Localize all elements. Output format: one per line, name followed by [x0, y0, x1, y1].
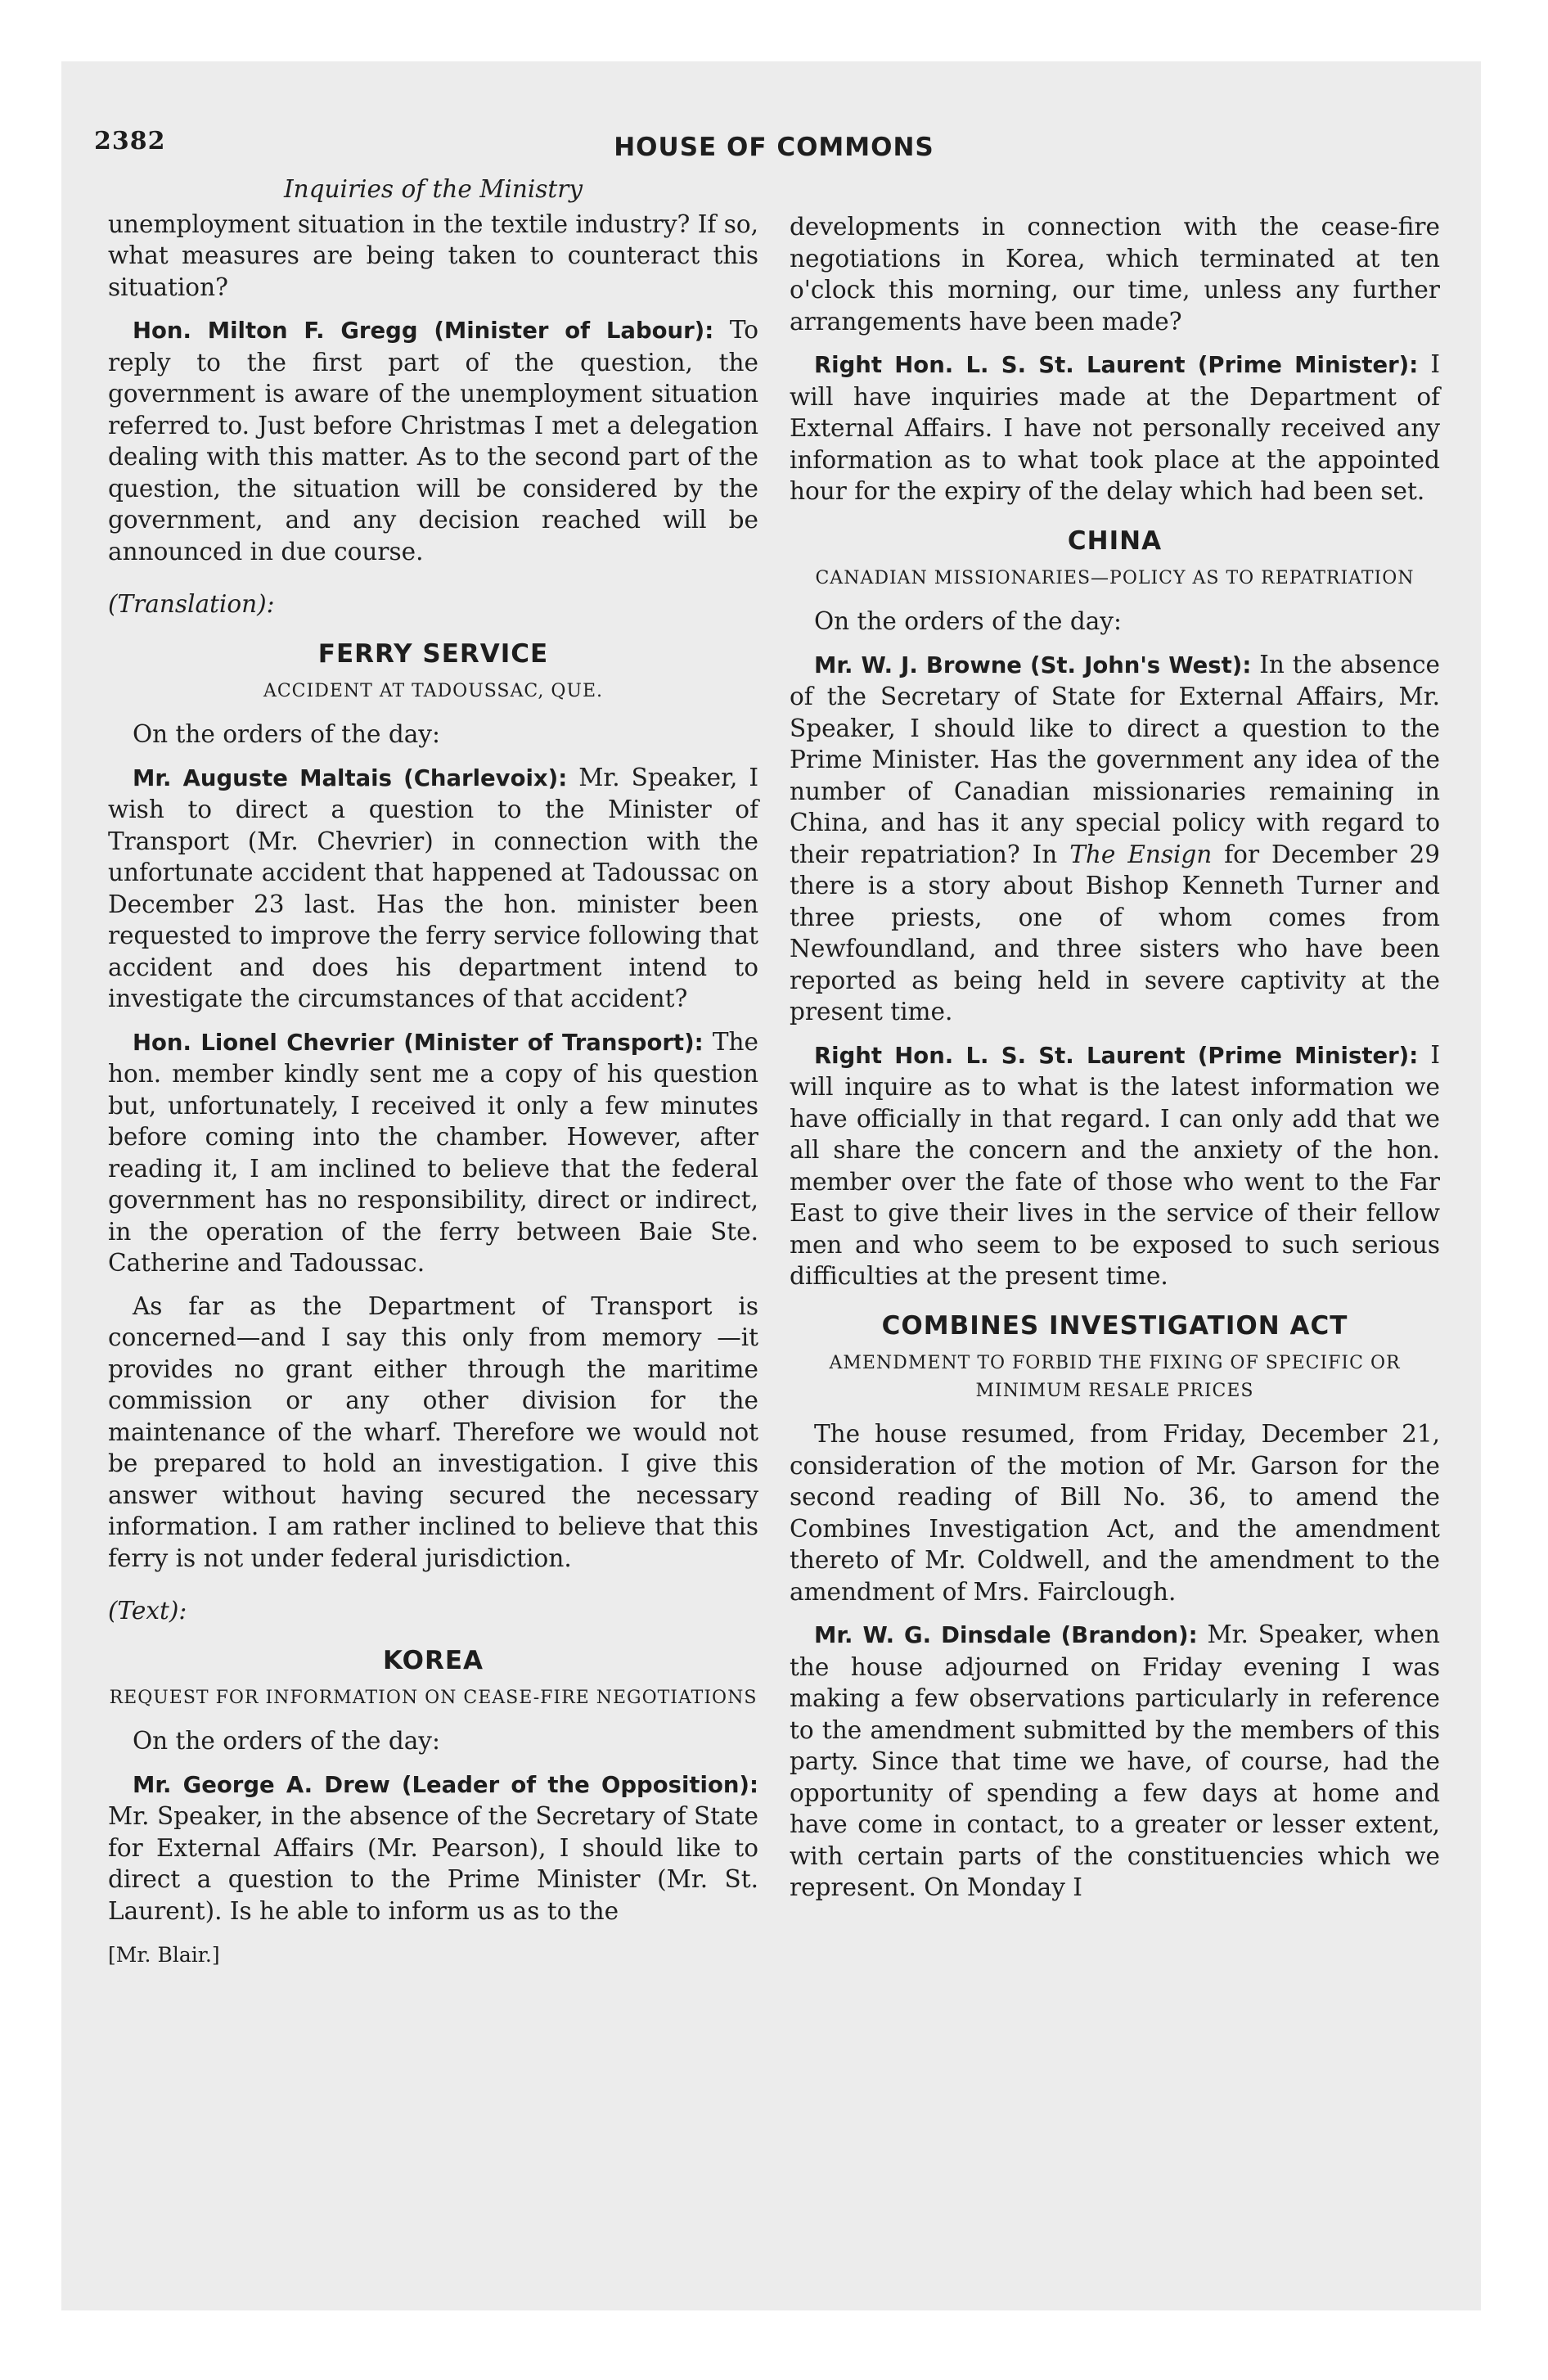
running-head: Inquiries of the Ministry: [283, 175, 583, 203]
paragraph: As far as the Department of Transport is concerned—and I say this only from memory —it provides no grant either through the maritime commission or any other division for the maintenance of the wharf. Therefore we would not be prepared to hold an investigation. I give this answer without having secured the necessary information. I am rather inclined to believe that this ferry is not under federal jurisdiction.: [108, 1291, 758, 1572]
paragraph: [108, 1769, 758, 1927]
speaker-name: Right Hon. L. S. St. Laurent (Prime Minister):: [814, 352, 1419, 378]
paragraph: [790, 349, 1440, 507]
orders-of-day: On the orders of the day:: [133, 1727, 440, 1755]
speech-text: Mr. Speaker, I wish to direct a question to the Minister of Transport (Mr. Chevrier) in connection with the unfortunate accident that happened at Tadoussac on December 23 last. Has the hon. minister been requested to improve the ferry service following that accident and does his department intend to investigate the circumstances of that accident?: [108, 763, 758, 1012]
right-column: [790, 211, 1440, 1915]
paragraph: [790, 1039, 1440, 1292]
section-subheading: AMENDMENT TO FORBID THE FIXING OF SPECIFIC OR MINIMUM RESALE PRICES: [829, 1353, 1401, 1401]
speaker-name: Right Hon. L. S. St. Laurent (Prime Minister):: [814, 1042, 1419, 1069]
speaker-name: Mr. Auguste Maltais (Charlevoix):: [133, 764, 568, 791]
paragraph: developments in connection with the cease-fire negotiations in Korea, which terminated at ten o'clock this morning, our time, unless any further arrangements have been made?: [790, 213, 1440, 336]
language-note: (Translation):: [108, 590, 275, 618]
speech-text: The hon. member kindly sent me a copy of his question but, unfortunately, I received it only a few minutes before coming into the chamber. However, after reading it, I am inclined to believe that the federal government has no responsibility, direct or indirect, in the operation of the ferry between Baie Ste. Catherine and Tadoussac.: [108, 1027, 758, 1277]
speaker-name: Hon. Milton F. Gregg (Minister of Labour):: [133, 318, 714, 344]
speech-text: In the absence of the Secretary of State for External Affairs, Mr. Speaker, I should like to direct a question to the Prime Minister. Has the government any idea of the number of Canadian missionaries remaining in China, and has it any special policy with regard to their repatriation? In: [790, 650, 1440, 868]
speech-text: for December 29 there is a story about Bishop Kenneth Turner and three priests, one of whom comes from Newfoundland, and three sisters who have been reported as being held in severe captivity at the present time.: [790, 840, 1440, 1025]
section-heading: COMBINES INVESTIGATION ACT: [881, 1310, 1348, 1341]
speech-text: To reply to the first part of the question, the government is aware of the unemployment situation referred to. Just before Christmas I met a delegation dealing with this matter. As to the second part of the question, the situation will be considered by the government, and any decision reached will be announced in due course.: [108, 316, 759, 566]
paragraph: [108, 314, 758, 567]
speaker-name: Hon. Lionel Chevrier (Minister of Transport):: [133, 1029, 704, 1056]
speaker-name: Mr. W. G. Dinsdale (Brandon):: [814, 1622, 1198, 1648]
orders-of-day: On the orders of the day:: [814, 607, 1122, 635]
paragraph: [790, 649, 1440, 1028]
orders-of-day: On the orders of the day:: [133, 720, 440, 748]
section-subheading: ACCIDENT AT TADOUSSAC, QUE.: [263, 681, 604, 701]
speaker-name: Mr. George A. Drew (Leader of the Opposition):: [133, 1771, 758, 1798]
speech-text: Mr. Speaker, when the house adjourned on Friday evening I was making a few observations particularly in reference to the amendment submitted by the members of this party. Since that time we have, of course, had the opportunity of spending a few days at home and have come in contact, to a greater or lesser extent, with certain parts of the constituencies which we represent. On Monday I: [790, 1620, 1440, 1901]
section-subheading: REQUEST FOR INFORMATION ON CEASE-FIRE NEGOTIATIONS: [109, 1688, 758, 1708]
publication-title: The Ensign: [1069, 840, 1213, 868]
section-heading: FERRY SERVICE: [317, 638, 549, 669]
speech-text: Mr. Speaker, in the absence of the Secretary of State for External Affairs (Mr. Pearson), I should like to direct a question to the Prime Minister (Mr. St. Laurent). Is he able to inform us as to the: [108, 1802, 758, 1925]
page-number: 2382: [94, 127, 166, 156]
footer-note: [Mr. Blair.]: [108, 1943, 220, 1967]
paragraph: unemployment situation in the textile industry? If so, what measures are being taken to counteract this situation?: [108, 210, 758, 301]
paragraph: [790, 1619, 1440, 1904]
page-title: HOUSE OF COMMONS: [614, 133, 934, 162]
paragraph: The house resumed, from Friday, December 21, consideration of the motion of Mr. Garson for the second reading of Bill No. 36, to amend the Combines Investigation Act, and the amendment thereto of Mr. Coldwell, and the amendment to the amendment of Mrs. Fairclough.: [790, 1420, 1440, 1606]
section-heading: KOREA: [382, 1645, 484, 1675]
paragraph: [108, 762, 758, 1015]
speech-text: I will inquire as to what is the latest information we have officially in that regard. I can only add that we all share the concern and the anxiety of the hon. member over the fate of those who went to the Far East to give their lives in the service of their fellow men and who seem to be exposed to such serious difficulties at the present time.: [790, 1040, 1440, 1290]
language-note: (Text):: [108, 1597, 187, 1625]
speech-text: I will have inquiries made at the Department of External Affairs. I have not personally received any information as to what took place at the appointed hour for the expiry of the delay which had been set.: [790, 350, 1440, 505]
left-column: [108, 174, 758, 1972]
section-heading: CHINA: [1067, 525, 1163, 556]
paragraph: [108, 1026, 758, 1279]
section-subheading: CANADIAN MISSIONARIES—POLICY AS TO REPATRIATION: [815, 568, 1415, 588]
speaker-name: Mr. W. J. Browne (St. John's West):: [814, 651, 1252, 678]
